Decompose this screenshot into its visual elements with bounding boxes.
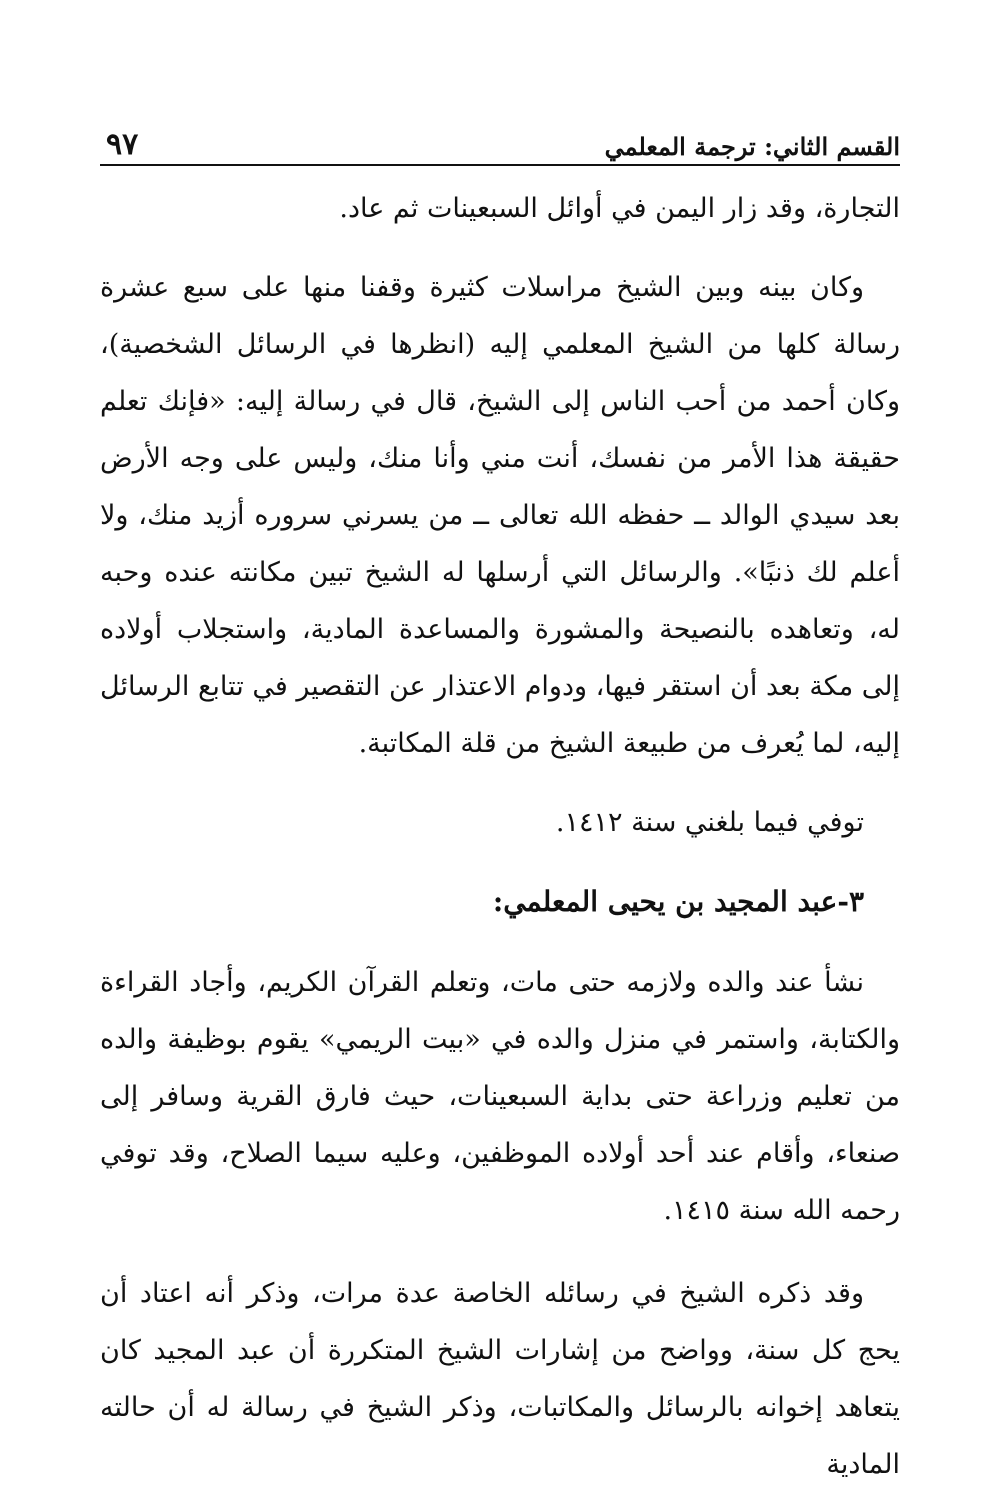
paragraph-continuation: التجارة، وقد زار اليمن في أوائل السبعينات ثم عاد. xyxy=(339,193,900,224)
paragraph-biography: نشأ عند والده ولازمه حتى مات، وتعلم القرآن الكريم، وأجاد القراءة والكتابة، واستمر في منزل والده في «بيت الريمي» يقوم بوظيفة والده من تعليم وزراعة حتى بداية السبعينات، حيث فارق القرية وسافر إلى صنعاء، وأقام عند أحد أولاده الموظفين، وعليه سيما الصلاح، وقد توفي رحمه الله سنة ١٤١٥. xyxy=(100,967,900,1226)
page-number: ٩٧ xyxy=(106,127,139,162)
paragraph-gap xyxy=(100,237,900,259)
paragraph-letters: وقد ذكره الشيخ في رسائله الخاصة عدة مرات، وذكر أنه اعتاد أن يحج كل سنة، وواضح من إشارات الشيخ المتكررة أن عبد المجيد كان يتعاهد إخوانه بالرسائل والمكاتبات، وذكر الشيخ في رسالة له أن حالته المادية xyxy=(100,1278,900,1480)
paragraph-gap xyxy=(100,1239,900,1265)
book-page xyxy=(100,118,900,1493)
paragraph-correspondence: وكان بينه وبين الشيخ مراسلات كثيرة وقفنا منها على سبع عشرة رسالة كلها من الشيخ المعلمي إليه (انظرها في الرسائل الشخصية)، وكان أحمد من أحب الناس إلى الشيخ، قال في رسالة إليه: «فإنك تعلم حقيقة هذا الأمر من نفسك، أنت مني وأنا منك، وليس على وجه الأرض بعد سيدي الوالد ــ حفظه الله تعالى ــ من يسرني سروره أزيد منك، ولا أعلم لك ذنبًا». والرسائل التي أرسلها له الشيخ تبين مكانته عنده وحبه له، وتعاهده بالنصيحة والمشورة والمساعدة المادية، واستجلاب أولاده إلى مكة بعد أن استقر فيها، ودوام الاعتذار عن التقصير في تتابع الرسائل إليه، لما يُعرف من طبيعة الشيخ من قلة المكاتبة. xyxy=(100,272,900,759)
section-heading: ٣-عبد المجيد بن يحيى المعلمي: xyxy=(492,885,864,918)
header-rule xyxy=(100,164,900,166)
running-header xyxy=(100,118,900,164)
paragraph-death-date: توفي فيما بلغني سنة ١٤١٢. xyxy=(555,807,864,838)
paragraph-gap xyxy=(100,772,900,794)
section-title: القسم الثاني: ترجمة المعلمي xyxy=(604,131,900,161)
paragraph-gap xyxy=(100,851,900,873)
paragraph-gap xyxy=(100,930,900,954)
